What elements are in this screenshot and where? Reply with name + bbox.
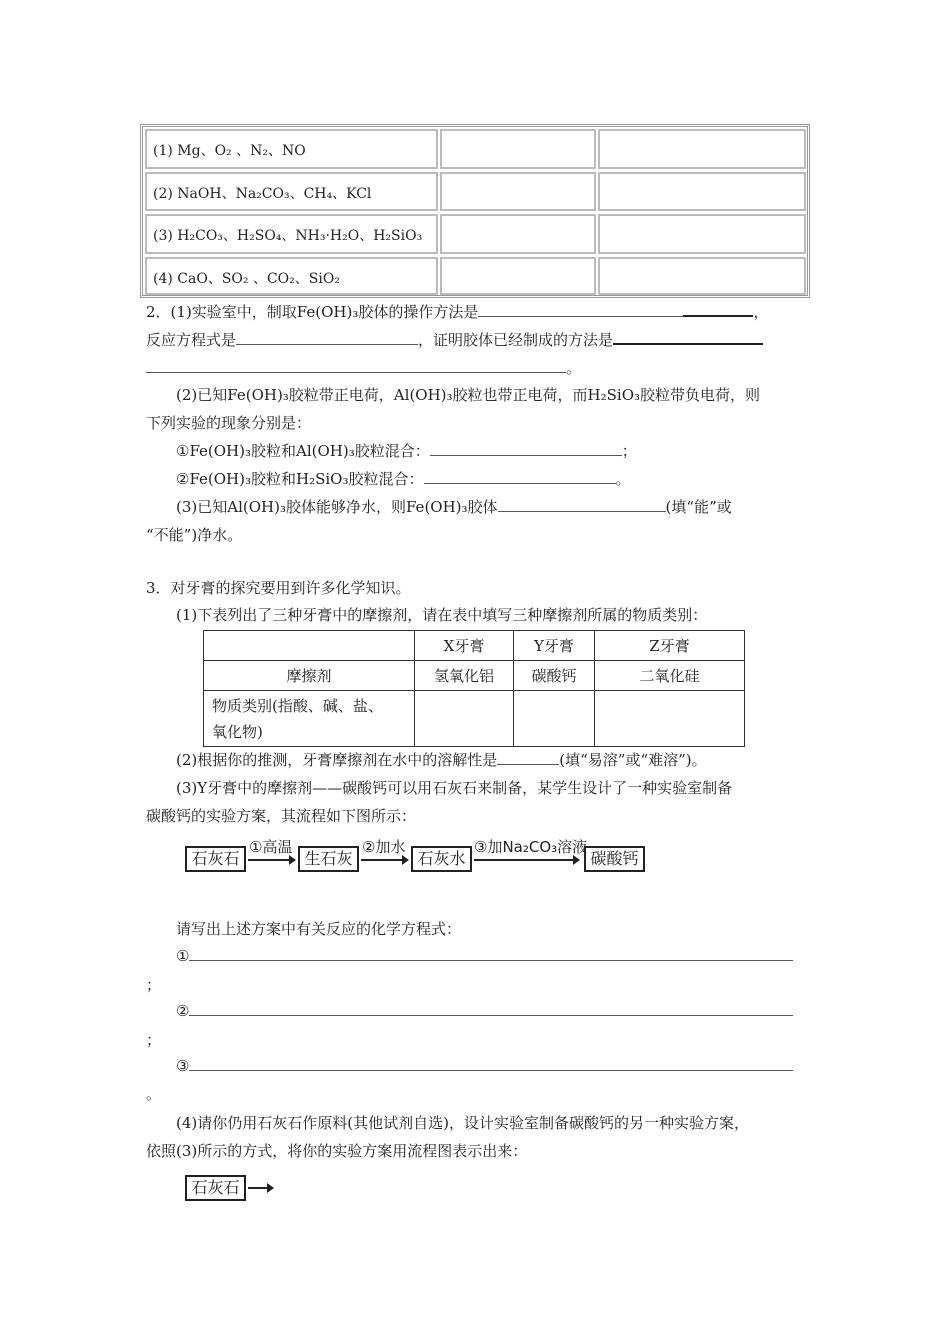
answer-blank[interactable] — [236, 330, 418, 345]
table-cell — [145, 214, 438, 254]
q2-item2 — [176, 468, 631, 489]
q2-line3 — [146, 357, 581, 378]
q2-part3-text: “不能”)净水。 — [146, 526, 243, 544]
answer-blank[interactable] — [683, 301, 753, 317]
flow-box: 生石灰 — [298, 846, 359, 872]
punct: ； — [146, 976, 162, 994]
row-label: 物质类别(指酸、碱、盐、 — [212, 696, 383, 715]
answer-blank[interactable] — [498, 497, 666, 512]
table-header — [204, 631, 415, 661]
answer-cell[interactable] — [595, 691, 745, 747]
q2-part2-text: (2)已知Fe(OH)₃胶粒带正电荷，Al(OH)₃胶粒也带正电荷，而H₂SiO₃胶粒带负电荷，则 — [176, 386, 761, 404]
flow-box: 石灰水 — [411, 846, 472, 872]
equation-line-1 — [176, 946, 793, 965]
answer-blank[interactable] — [146, 358, 566, 373]
table-row-text: (4) CaO、SO₂ 、CO₂、SiO₂ — [153, 271, 340, 287]
item-marker: ① — [176, 947, 190, 965]
table-row-text: (1) Mg、O₂ 、N₂、NO — [153, 143, 306, 159]
flow-box: 石灰石 — [185, 1175, 246, 1201]
answer-blank[interactable] — [189, 946, 793, 961]
q2-item1 — [176, 440, 637, 461]
q3-part3-text: 碳酸钙的实验方案，其流程如下图所示： — [146, 807, 417, 825]
table-cell: 氢氧化铝 — [415, 661, 514, 691]
q3-title: 3．对牙膏的探究要用到许多化学知识。 — [146, 579, 411, 597]
answer-cell[interactable] — [415, 691, 514, 747]
table-cell — [598, 257, 806, 295]
q3-part2-text: (填“易溶”或“难溶”)。 — [559, 751, 707, 769]
table-cell: 二氧化硅 — [595, 661, 745, 691]
table-cell — [598, 172, 806, 211]
answer-blank[interactable] — [497, 750, 559, 765]
q3-part1-text: (1)下表列出了三种牙膏中的摩擦剂，请在表中填写三种摩擦剂所属的物质类别： — [176, 606, 708, 624]
answer-blank[interactable] — [189, 1001, 793, 1016]
punct: 。 — [615, 470, 631, 488]
q2-text: 反应方程式是 — [146, 331, 237, 349]
table-header: X牙膏 — [415, 631, 514, 661]
q2-line1 — [146, 301, 768, 322]
q2-text: ，证明胶体已经制成的方法是 — [418, 331, 614, 349]
table-cell — [440, 214, 596, 254]
flow-box: 碳酸钙 — [584, 846, 645, 872]
q2-part3 — [176, 496, 732, 517]
table-cell — [440, 257, 596, 295]
table-cell — [145, 129, 438, 169]
q2-item-text: ①Fe(OH)₃胶粒和Al(OH)₃胶粒混合： — [176, 442, 430, 460]
table-header: Y牙膏 — [514, 631, 595, 661]
flow-box: 石灰石 — [185, 846, 246, 872]
table-cell — [598, 214, 806, 254]
answer-blank[interactable] — [613, 329, 763, 345]
q2-item-text: ②Fe(OH)₃胶粒和H₂SiO₃胶粒混合： — [176, 470, 424, 488]
table-cell — [145, 172, 438, 211]
table-cell — [204, 691, 415, 747]
answer-blank[interactable] — [424, 469, 616, 484]
q2-part3-text: (填“能”或 — [665, 498, 732, 516]
q2-prompt: 2．(1)实验室中，制取Fe(OH)₃胶体的操作方法是 — [146, 303, 479, 321]
punct: ， — [753, 303, 769, 321]
table-row-text: (3) H₂CO₃、H₂SO₄、NH₃·H₂O、H₂SiO₃ — [153, 228, 423, 244]
table-cell — [440, 129, 596, 169]
table-header: Z牙膏 — [595, 631, 745, 661]
row-label: 氧化物) — [212, 722, 263, 741]
q3-part2-text: (2)根据你的推测，牙膏摩擦剂在水中的溶解性是 — [176, 751, 498, 769]
punct: 。 — [146, 1085, 162, 1103]
item-marker: ② — [176, 1002, 190, 1020]
punct: 。 — [566, 359, 582, 377]
arrow-icon — [361, 859, 407, 861]
classification-table — [140, 124, 810, 298]
toothpaste-table — [203, 630, 745, 747]
flow-step-label: ③加Na₂CO₃溶液 — [474, 838, 588, 856]
answer-blank[interactable] — [478, 302, 683, 317]
answer-blank[interactable] — [430, 441, 622, 456]
table-cell — [145, 257, 438, 295]
equation-line-2 — [176, 1001, 793, 1020]
q3-part4-text: (4)请你仍用石灰石作原料(其他试剂自选)，设计实验室制备碳酸钙的另一种实验方案， — [176, 1114, 749, 1132]
q2-part2-text: 下列实验的现象分别是： — [146, 414, 312, 432]
arrow-icon — [248, 859, 294, 861]
table-cell: 摩擦剂 — [204, 661, 415, 691]
item-marker: ③ — [176, 1057, 190, 1075]
table-cell: 碳酸钙 — [514, 661, 595, 691]
arrow-icon — [248, 1187, 272, 1189]
punct: ； — [146, 1031, 162, 1049]
table-cell — [440, 172, 596, 211]
table-row-text: (2) NaOH、Na₂CO₃、CH₄、KCl — [153, 186, 372, 202]
q3-part3-text: (3)Y牙膏中的摩擦剂——碳酸钙可以用石灰石来制备，某学生设计了一种实验室制备 — [176, 779, 733, 797]
punct: ； — [621, 442, 637, 460]
q2-part3-text: (3)已知Al(OH)₃胶体能够净水，则Fe(OH)₃胶体 — [176, 498, 498, 516]
arrow-icon — [474, 859, 578, 861]
q3-part4-text: 依照(3)所示的方式，将你的实验方案用流程图表示出来： — [146, 1142, 528, 1160]
q3-part2 — [176, 749, 707, 770]
answer-cell[interactable] — [514, 691, 595, 747]
flow-step-label: ①高温 — [249, 838, 293, 856]
answer-blank[interactable] — [189, 1056, 793, 1071]
flow-step-label: ②加水 — [362, 838, 406, 856]
q3-equation-prompt: 请写出上述方案中有关反应的化学方程式： — [176, 920, 462, 938]
table-cell — [598, 129, 806, 169]
equation-line-3 — [176, 1056, 793, 1075]
q2-line2 — [146, 329, 763, 350]
